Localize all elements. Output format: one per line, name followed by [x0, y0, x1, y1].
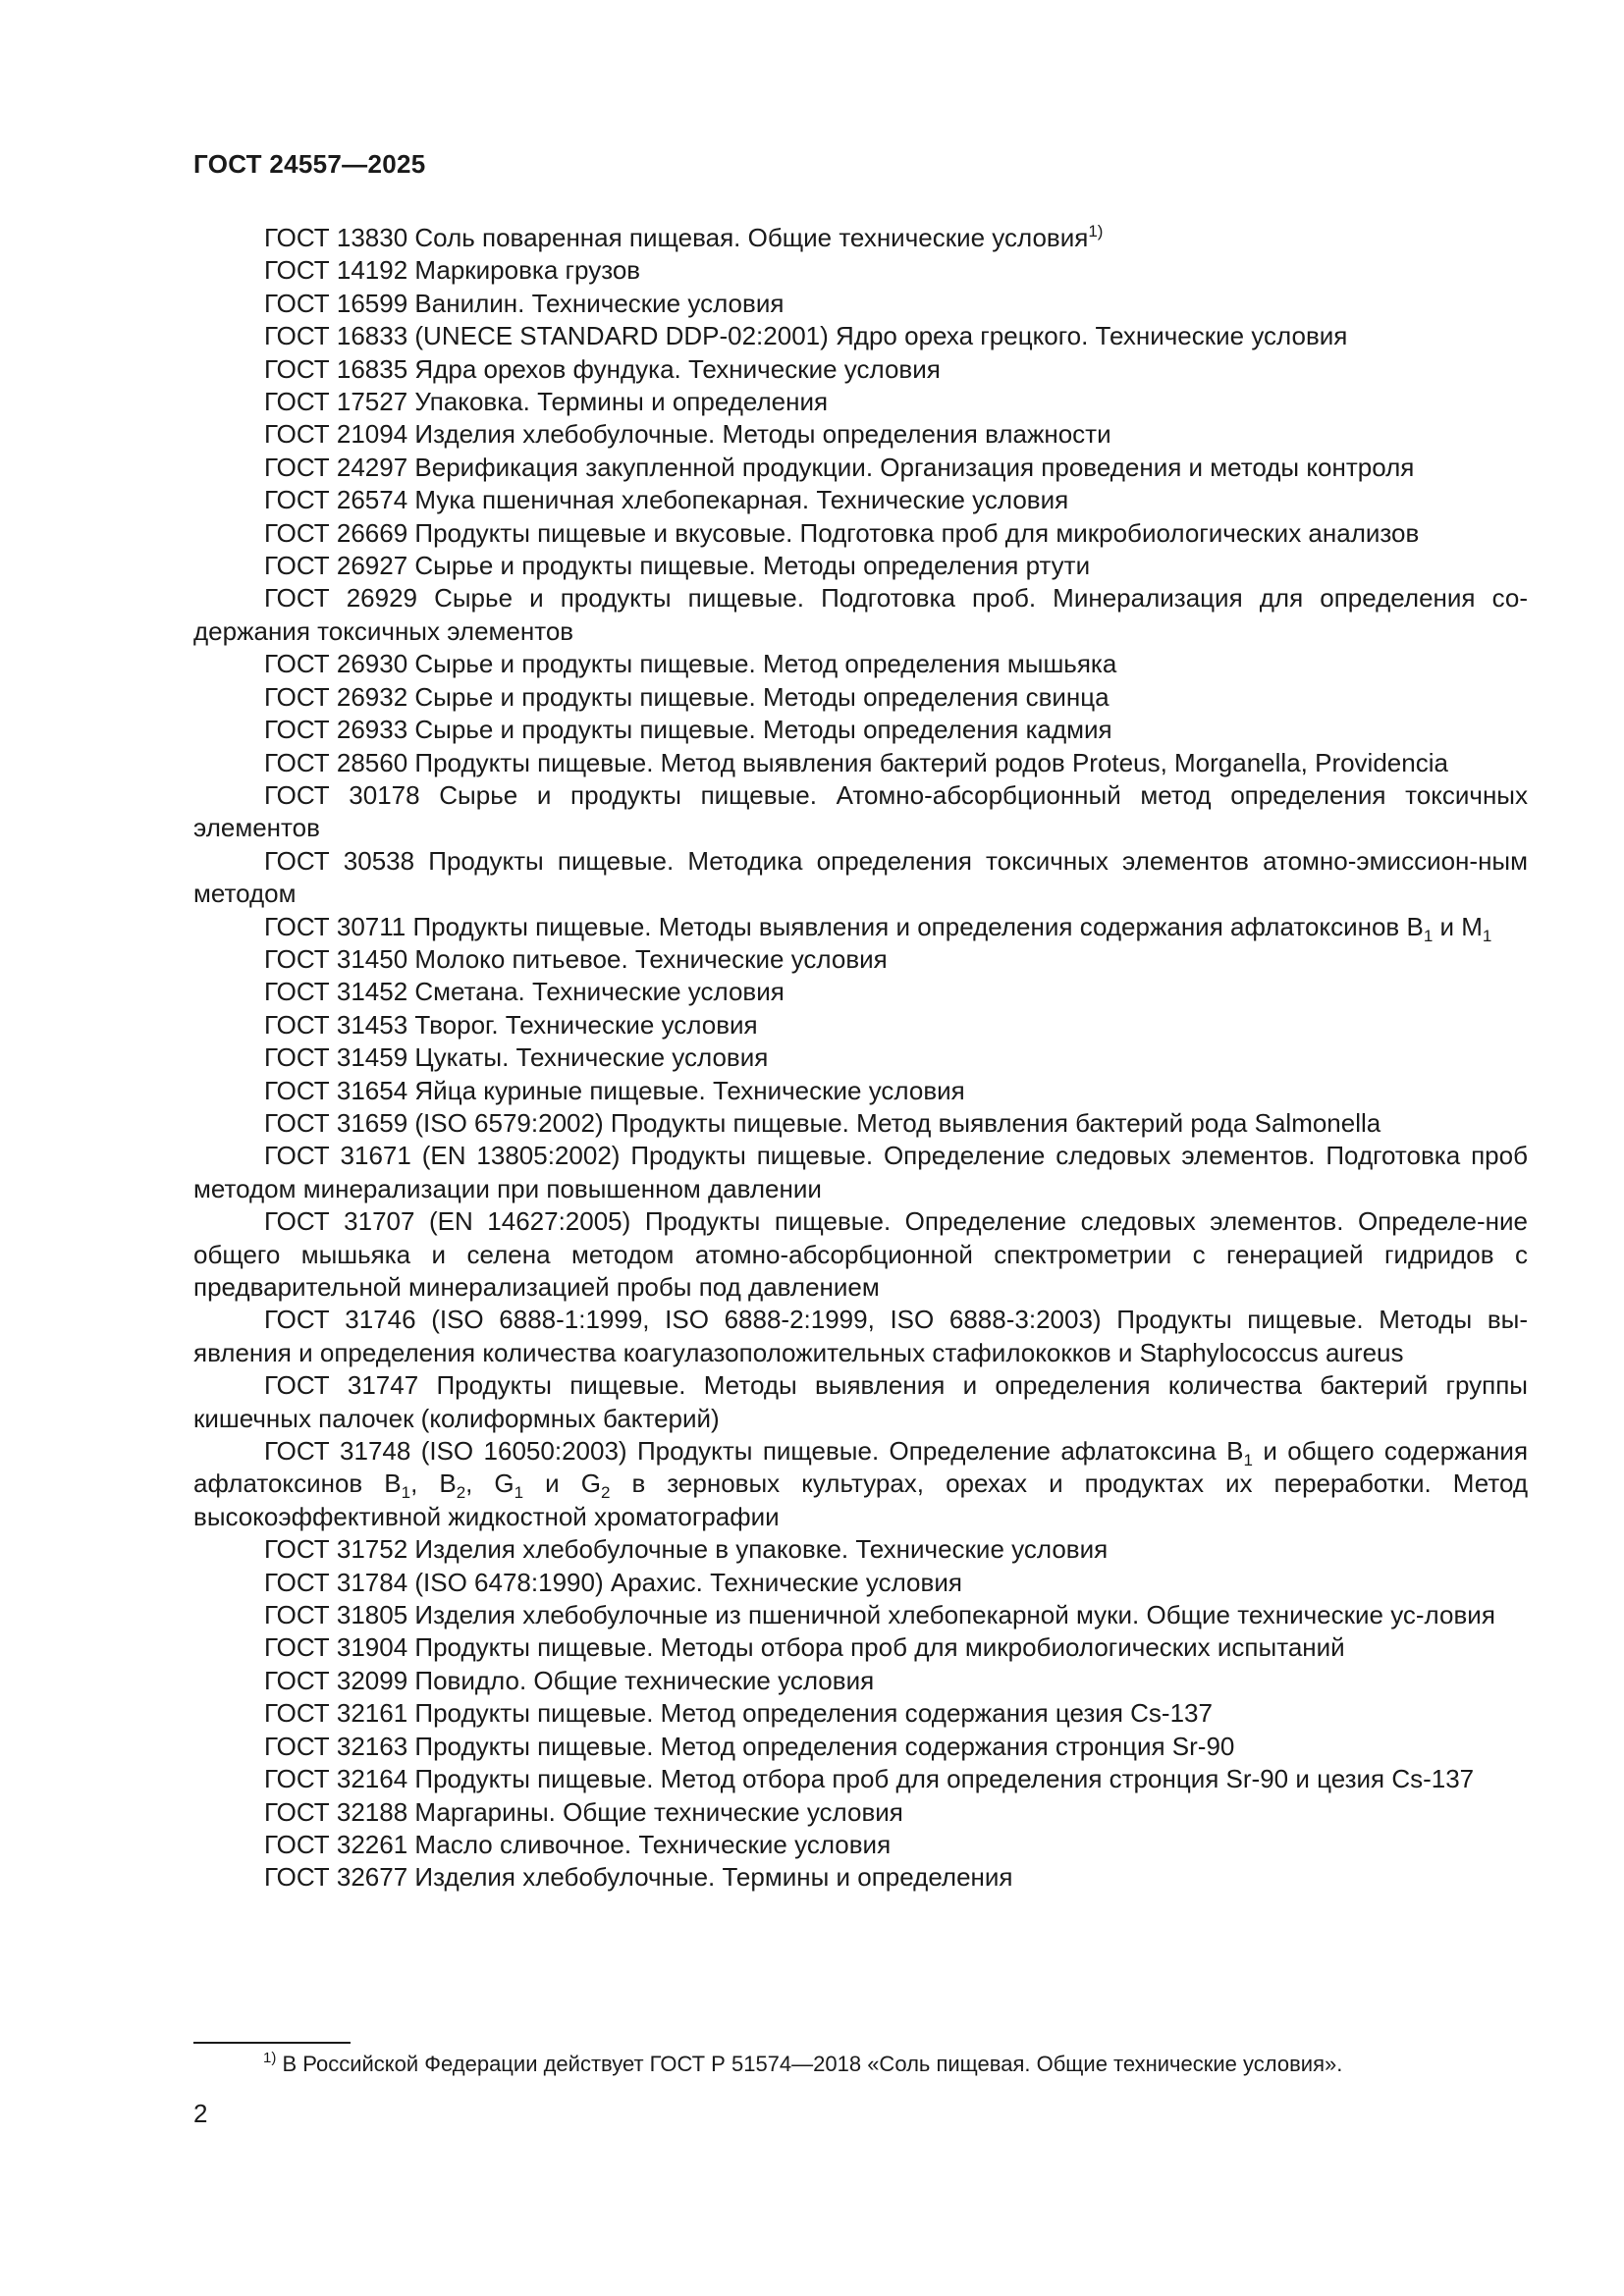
ref-title: Повидло. Общие технические условия — [414, 1665, 875, 1695]
ref-code: ГОСТ 26574 — [264, 485, 408, 515]
ref-title: Ядро ореха грецкого. Технические условия — [836, 321, 1348, 351]
ref-title: Верификация закупленной продукции. Организация проведения и методы контроля — [414, 452, 1415, 482]
ref-code: ГОСТ 21094 — [264, 419, 408, 450]
ref-code: ГОСТ 31904 — [264, 1632, 408, 1663]
reference-item — [193, 1533, 1528, 1566]
ref-code: ГОСТ 30711 — [264, 911, 406, 941]
ref-title: Продукты пищевые и вкусовые. Подготовка проб для микробиологических анализов — [414, 517, 1420, 548]
ref-title: Продукты пищевые. Методы отбора проб для микробиологических испытаний — [414, 1632, 1345, 1663]
normative-references — [193, 222, 1528, 1895]
ref-title: Изделия хлебобулочные из пшеничной хлебопекарной муки. Общие технические ус-ловия — [414, 1600, 1495, 1630]
ref-title: Мука пшеничная хлебопекарная. Технические условия — [414, 485, 1069, 515]
ref-code: ГОСТ 26930 — [264, 649, 408, 679]
ref-title: Изделия хлебобулочные. Методы определения влажности — [414, 419, 1111, 450]
ref-code: ГОСТ 31459 — [264, 1042, 408, 1073]
ref-code: ГОСТ 16833 (UNECE STANDARD DDP-02:2001) — [264, 321, 829, 351]
reference-item: ГОСТ 31748 (ISO 16050:2003) Продукты пищевые. Определение афлатоксина $B_1$ и общего содержания афлатоксинов $B_1$, $B_2$, $G_1$ и $G_2$ в зерновых культурах, орехах и продуктах их переработки. Метод высокоэффективной жидкостной хроматографии — [193, 1436, 1529, 1531]
reference-item — [193, 1697, 1528, 1730]
ref-code: ГОСТ 31784 (ISO 6478:1990) — [264, 1567, 604, 1597]
ref-title: Ядра орехов фундука. Технические условия — [414, 353, 941, 384]
reference-item — [193, 1599, 1528, 1631]
ref-title: Продукты пищевые. Метод выявления бактерий рода Salmonella — [610, 1107, 1381, 1138]
reference-item — [193, 714, 1528, 746]
ref-title: Сырье и продукты пищевые. Подготовка проб. Минерализация для определения со-держания токсичных элементов — [193, 583, 1528, 646]
reference-item — [193, 550, 1528, 582]
ref-title: Продукты пищевые. Метод определения содержания стронция Sr-90 — [414, 1731, 1235, 1761]
ref-code: ГОСТ 31805 — [264, 1600, 408, 1630]
ref-code: ГОСТ 31659 (ISO 6579:2002) — [264, 1107, 604, 1138]
ref-title: Продукты пищевые. Методы вы-явления и определения количества коагулазоположительных стафилококков и Staphylococcus aureus — [193, 1305, 1528, 1367]
ref-code: ГОСТ 13830 — [264, 223, 408, 252]
ref-title: Арахис. Технические условия — [610, 1567, 962, 1597]
reference-item — [193, 1041, 1528, 1074]
ref-code: ГОСТ 28560 — [264, 747, 408, 777]
reference-item — [193, 943, 1528, 976]
ref-title: Продукты пищевые. Методы выявления и определения содержания афлатоксинов B — [412, 911, 1424, 941]
ref-code: ГОСТ 14192 — [264, 255, 408, 286]
reference-item — [193, 254, 1528, 287]
ref-code: ГОСТ 31453 — [264, 1009, 408, 1040]
reference-item — [193, 779, 1528, 845]
ref-title: Продукты пищевые. Методика определения токсичных элементов атомно-эмиссион-ным методом — [193, 845, 1528, 909]
ref-code: ГОСТ 26927 — [264, 551, 408, 581]
ref-title: Сырье и продукты пищевые. Методы определения кадмия — [414, 715, 1112, 745]
ref-title: Изделия хлебобулочные в упаковке. Технические условия — [414, 1534, 1109, 1565]
ref-title: Продукты пищевые. Определение следовых элементов. Подготовка проб методом минерализации при повышенном давлении — [193, 1141, 1528, 1203]
ref-title: Продукты пищевые. Определение афлатоксина B — [636, 1436, 1244, 1467]
reference-item — [193, 1796, 1528, 1829]
ref-code: ГОСТ 26929 — [264, 583, 418, 614]
ref-title: Сырье и продукты пищевые. Атомно-абсорбционный метод определения токсичных элементов — [193, 779, 1528, 843]
ref-title: Упаковка. Термины и определения — [414, 387, 829, 417]
ref-code: ГОСТ 31452 — [264, 977, 408, 1007]
page-number: 2 — [193, 2099, 208, 2128]
reference-item — [193, 1861, 1528, 1894]
reference-item — [193, 681, 1528, 714]
reference-item — [193, 1731, 1528, 1763]
document-header: ГОСТ 24557—2025 — [193, 149, 426, 179]
ref-title: Продукты пищевые. Определение следовых элементов. Определе-ние общего мышьяка и селена методом атомно-абсорбционной спектрометрии с генерацией гидридов с предварительной минерализацией пробы под давлением — [193, 1206, 1529, 1302]
ref-code: ГОСТ 31752 — [264, 1534, 408, 1565]
ref-code: ГОСТ 31746 (ISO 6888-1:1999, ISO 6888-2:1999, ISO 6888-3:2003) — [264, 1305, 1102, 1335]
ref-code: ГОСТ 32188 — [264, 1796, 408, 1827]
ref-code: ГОСТ 30178 — [264, 779, 420, 810]
reference-item — [193, 1567, 1528, 1599]
ref-code: ГОСТ 16599 — [264, 288, 408, 318]
ref-title: Продукты пищевые. Метод отбора проб для определения стронция Sr-90 и цезия Cs-137 — [414, 1764, 1475, 1794]
reference-item — [193, 484, 1528, 516]
ref-code: ГОСТ 26932 — [264, 681, 408, 712]
ref-title: Маргарины. Общие технические условия — [414, 1796, 903, 1827]
reference-item — [193, 1009, 1528, 1041]
ref-title: Маркировка грузов — [414, 255, 641, 286]
reference-item — [193, 648, 1528, 680]
reference-item — [193, 517, 1528, 550]
ref-title: Сметана. Технические условия — [414, 977, 785, 1007]
ref-code: ГОСТ 32261 — [264, 1829, 408, 1859]
footnote-separator — [193, 2042, 351, 2044]
reference-item — [193, 222, 1528, 254]
ref-code: ГОСТ 32677 — [264, 1862, 408, 1893]
reference-item — [193, 1631, 1528, 1664]
footnote — [263, 2050, 1530, 2079]
reference-item — [193, 1665, 1528, 1697]
ref-code: ГОСТ 31707 (EN 14627:2005) — [264, 1206, 631, 1237]
ref-code: ГОСТ 16835 — [264, 353, 408, 384]
ref-title: Молоко питьевое. Технические условия — [414, 943, 888, 974]
ref-code: ГОСТ 26669 — [264, 517, 408, 548]
ref-code: ГОСТ 31671 (EN 13805:2002) — [264, 1141, 621, 1171]
ref-title: Сырье и продукты пищевые. Метод определения мышьяка — [414, 649, 1117, 679]
ref-title: Продукты пищевые. Метод выявления бактерий родов Proteus, Morganella, Providencia — [414, 747, 1448, 777]
reference-item — [193, 747, 1528, 779]
ref-title: Соль поваренная пищевая. Общие технические условия — [414, 223, 1089, 252]
reference-item — [193, 1369, 1528, 1435]
ref-title: Изделия хлебобулочные. Термины и определения — [414, 1862, 1013, 1893]
ref-code: ГОСТ 30538 — [264, 845, 415, 876]
reference-item — [193, 1075, 1528, 1107]
ref-code: ГОСТ 31747 — [264, 1370, 419, 1401]
reference-item: ГОСТ 30711 Продукты пищевые. Методы выявления и определения содержания афлатоксинов $B_1$ и $M_1$ — [264, 911, 1492, 945]
ref-code: ГОСТ 31748 (ISO 16050:2003) — [264, 1436, 627, 1467]
reference-item — [193, 1140, 1528, 1205]
ref-title: Ванилин. Технические условия — [414, 288, 785, 318]
reference-item — [193, 386, 1528, 418]
ref-code: ГОСТ 31654 — [264, 1075, 408, 1105]
reference-item — [193, 288, 1528, 320]
ref-code: ГОСТ 17527 — [264, 387, 408, 417]
reference-item — [193, 845, 1528, 911]
ref-title: Творог. Технические условия — [414, 1009, 758, 1040]
subscript: 1 — [1423, 926, 1434, 945]
subscript: 1 — [1482, 926, 1492, 945]
footnote-mark: 1) — [1088, 222, 1104, 240]
ref-title: Продукты пищевые. Методы выявления и определения количества бактерий группы кишечных палочек (колиформных бактерий) — [193, 1370, 1528, 1433]
ref-code: ГОСТ 32161 — [264, 1698, 408, 1729]
ref-code: ГОСТ 32099 — [264, 1665, 408, 1695]
reference-item — [193, 1107, 1528, 1140]
reference-item — [193, 1205, 1528, 1304]
ref-title: Продукты пищевые. Метод определения содержания цезия Cs-137 — [414, 1698, 1213, 1729]
ref-code: ГОСТ 32164 — [264, 1764, 408, 1794]
footnote-mark: 1) — [263, 2050, 277, 2066]
ref-code: ГОСТ 31450 — [264, 943, 408, 974]
ref-title: Сырье и продукты пищевые. Методы определения ртути — [414, 551, 1091, 581]
ref-title: Яйца куриные пищевые. Технические условия — [414, 1075, 965, 1105]
ref-title: Цукаты. Технические условия — [414, 1042, 769, 1073]
reference-item — [193, 582, 1528, 648]
reference-item — [193, 452, 1528, 484]
reference-item — [193, 353, 1528, 386]
reference-item — [193, 1763, 1528, 1795]
reference-item — [193, 976, 1528, 1008]
ref-code: ГОСТ 24297 — [264, 452, 408, 482]
ref-code: ГОСТ 26933 — [264, 715, 408, 745]
reference-item — [193, 1304, 1528, 1369]
reference-item — [193, 320, 1528, 352]
footnote-text: В Российской Федерации действует ГОСТ Р 51574—2018 «Соль пищевая. Общие технические условия». — [282, 2052, 1343, 2076]
ref-code: ГОСТ 32163 — [264, 1731, 408, 1761]
reference-item — [193, 418, 1528, 451]
ref-title: Масло сливочное. Технические условия — [414, 1829, 892, 1859]
ref-title: Сырье и продукты пищевые. Методы определения свинца — [414, 681, 1110, 712]
reference-item — [193, 1829, 1528, 1861]
